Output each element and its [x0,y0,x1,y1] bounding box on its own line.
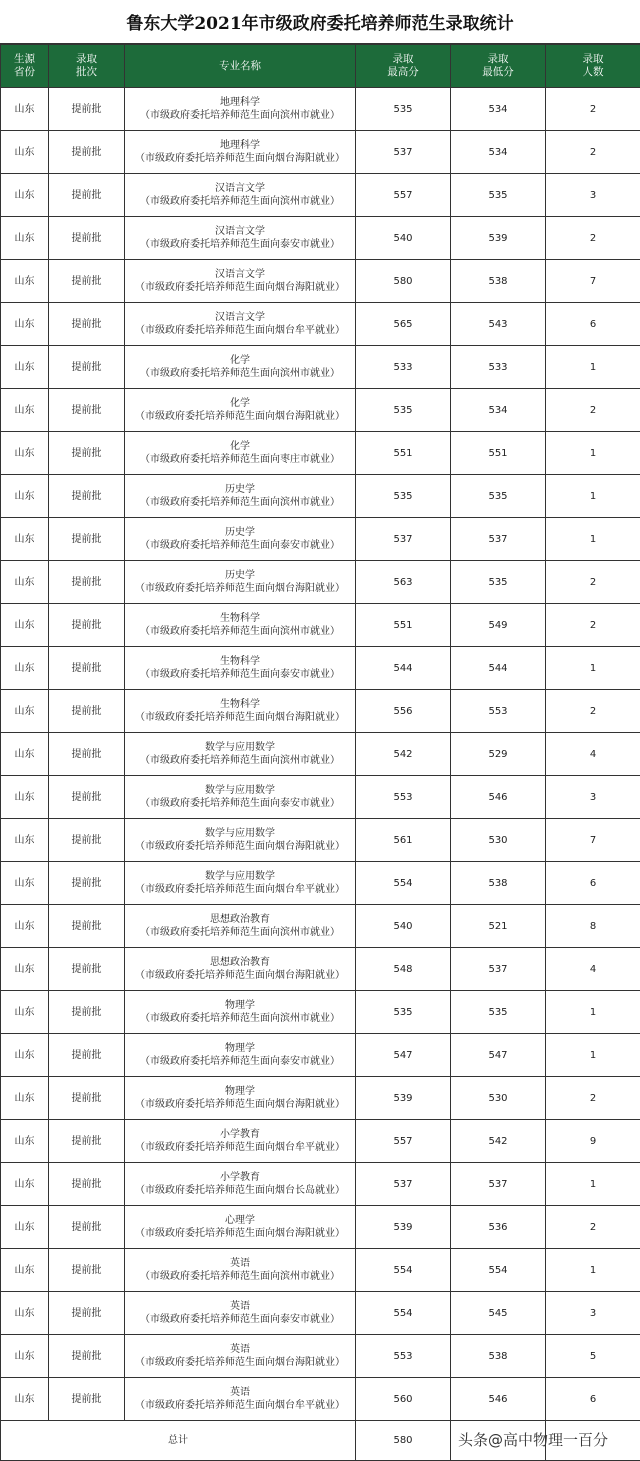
major-cell [125,260,356,303]
province-cell: 山东 [1,389,49,432]
major-note: （市级政府委托培养师范生面向枣庄市就业） [140,454,340,465]
batch-cell: 提前批 [49,1292,125,1335]
major-cell [125,862,356,905]
min-score-cell: 535 [451,174,546,217]
table-row [1,174,640,217]
max-score-cell: 535 [356,475,451,518]
major-note: （市级政府委托培养师范生面向烟台牟平就业） [135,1400,345,1411]
province-cell: 山东 [1,475,49,518]
major-name: 数学与应用数学 [205,742,275,753]
max-score-cell: 561 [356,819,451,862]
min-score-cell: 543 [451,303,546,346]
province-cell: 山东 [1,991,49,1034]
min-score-cell: 547 [451,1034,546,1077]
major-name: 小学教育 [220,1172,260,1183]
major-name: 地理科学 [220,140,260,151]
major-name: 思想政治教育 [210,914,270,925]
max-score-cell: 539 [356,1206,451,1249]
count-cell: 5 [546,1335,640,1378]
table-row [1,1249,640,1292]
major-cell [125,1034,356,1077]
count-cell: 2 [546,1077,640,1120]
batch-cell: 提前批 [49,1249,125,1292]
batch-cell: 提前批 [49,518,125,561]
max-score-cell: 542 [356,733,451,776]
max-score-cell: 556 [356,690,451,733]
major-name: 化学 [230,398,250,409]
table-row [1,690,640,733]
max-score-cell: 547 [356,1034,451,1077]
major-name: 生物科学 [220,656,260,667]
province-cell: 山东 [1,1378,49,1421]
province-cell: 山东 [1,604,49,647]
major-name: 数学与应用数学 [205,785,275,796]
table-row [1,647,640,690]
max-score-cell: 533 [356,346,451,389]
major-note: （市级政府委托培养师范生面向滨州市就业） [140,755,340,766]
min-score-cell: 534 [451,131,546,174]
major-name: 英语 [230,1344,250,1355]
min-score-cell: 538 [451,260,546,303]
min-score-cell: 535 [451,475,546,518]
major-cell [125,1378,356,1421]
min-score-cell: 537 [451,1163,546,1206]
province-cell: 山东 [1,303,49,346]
batch-cell: 提前批 [49,1163,125,1206]
major-cell [125,1163,356,1206]
max-score-cell: 540 [356,905,451,948]
table-row [1,991,640,1034]
province-cell: 山东 [1,88,49,131]
min-score-cell: 530 [451,1077,546,1120]
major-cell [125,346,356,389]
min-score-cell: 537 [451,948,546,991]
province-cell: 山东 [1,948,49,991]
major-name: 历史学 [225,570,255,581]
header-major: 专业名称 [125,45,356,88]
major-cell [125,1120,356,1163]
major-name: 汉语言文学 [215,269,265,280]
major-name: 物理学 [225,1086,255,1097]
table-row [1,217,640,260]
province-cell: 山东 [1,346,49,389]
batch-cell: 提前批 [49,733,125,776]
count-cell: 2 [546,389,640,432]
batch-cell: 提前批 [49,260,125,303]
min-score-cell: 546 [451,1378,546,1421]
count-cell: 3 [546,174,640,217]
max-score-cell: 537 [356,131,451,174]
count-cell: 6 [546,862,640,905]
major-note: （市级政府委托培养师范生面向烟台牟平就业） [135,325,345,336]
min-score-cell: 549 [451,604,546,647]
max-score-cell: 544 [356,647,451,690]
major-note: （市级政府委托培养师范生面向烟台海阳就业） [135,841,345,852]
page-title: 鲁东大学2021年市级政府委托培养师范生录取统计 [0,0,640,44]
min-score-cell: 521 [451,905,546,948]
max-score-cell: 557 [356,174,451,217]
batch-cell: 提前批 [49,690,125,733]
major-note: （市级政府委托培养师范生面向泰安市就业） [140,798,340,809]
count-cell: 1 [546,346,640,389]
batch-cell: 提前批 [49,217,125,260]
batch-cell: 提前批 [49,1034,125,1077]
major-name: 物理学 [225,1043,255,1054]
batch-cell: 提前批 [49,1120,125,1163]
max-score-cell: 535 [356,991,451,1034]
major-name: 历史学 [225,527,255,538]
count-cell: 1 [546,647,640,690]
min-score-cell: 530 [451,819,546,862]
batch-cell: 提前批 [49,303,125,346]
major-name: 心理学 [225,1215,255,1226]
batch-cell: 提前批 [49,432,125,475]
major-note: （市级政府委托培养师范生面向烟台海阳就业） [135,712,345,723]
table-row [1,1292,640,1335]
max-score-cell: 535 [356,88,451,131]
province-cell: 山东 [1,1249,49,1292]
count-cell: 2 [546,604,640,647]
province-cell: 山东 [1,776,49,819]
major-name: 化学 [230,355,250,366]
major-name: 生物科学 [220,613,260,624]
min-score-cell: 534 [451,389,546,432]
count-cell: 2 [546,1206,640,1249]
count-cell: 2 [546,690,640,733]
count-cell: 4 [546,948,640,991]
min-score-cell: 539 [451,217,546,260]
max-score-cell: 565 [356,303,451,346]
min-score-cell: 554 [451,1249,546,1292]
header-count: 录取 人数 [546,45,640,88]
table-row [1,346,640,389]
max-score-cell: 554 [356,862,451,905]
batch-cell: 提前批 [49,1077,125,1120]
count-cell: 1 [546,1249,640,1292]
max-score-cell: 535 [356,389,451,432]
min-score-cell: 534 [451,88,546,131]
province-cell: 山东 [1,733,49,776]
province-cell: 山东 [1,131,49,174]
max-score-cell: 551 [356,432,451,475]
batch-cell: 提前批 [49,1378,125,1421]
major-note: （市级政府委托培养师范生面向烟台海阳就业） [135,411,345,422]
min-score-cell: 553 [451,690,546,733]
count-cell: 3 [546,776,640,819]
table-row [1,776,640,819]
major-name: 汉语言文学 [215,183,265,194]
major-cell [125,432,356,475]
table-row [1,475,640,518]
major-cell [125,1077,356,1120]
major-cell [125,948,356,991]
batch-cell: 提前批 [49,1206,125,1249]
major-note: （市级政府委托培养师范生面向泰安市就业） [140,1314,340,1325]
major-name: 化学 [230,441,250,452]
min-score-cell: 551 [451,432,546,475]
max-score-cell: 551 [356,604,451,647]
batch-cell: 提前批 [49,905,125,948]
province-cell: 山东 [1,561,49,604]
min-score-cell: 529 [451,733,546,776]
batch-cell: 提前批 [49,131,125,174]
major-note: （市级政府委托培养师范生面向烟台长岛就业） [135,1185,345,1196]
count-cell: 9 [546,1120,640,1163]
major-note: （市级政府委托培养师范生面向泰安市就业） [140,239,340,250]
batch-cell: 提前批 [49,604,125,647]
min-score-cell: 542 [451,1120,546,1163]
table-row [1,260,640,303]
batch-cell: 提前批 [49,776,125,819]
count-cell: 1 [546,991,640,1034]
count-cell: 1 [546,518,640,561]
table-row [1,862,640,905]
min-score-cell: 546 [451,776,546,819]
major-name: 汉语言文学 [215,226,265,237]
table-row [1,1120,640,1163]
major-name: 数学与应用数学 [205,828,275,839]
max-score-cell: 554 [356,1249,451,1292]
province-cell: 山东 [1,905,49,948]
table-row [1,604,640,647]
min-score-cell: 533 [451,346,546,389]
total-max-score: 580 [356,1421,451,1461]
batch-cell: 提前批 [49,862,125,905]
major-cell [125,303,356,346]
major-cell [125,1206,356,1249]
max-score-cell: 540 [356,217,451,260]
major-cell [125,518,356,561]
major-note: （市级政府委托培养师范生面向滨州市就业） [140,368,340,379]
count-cell: 1 [546,1034,640,1077]
province-cell: 山东 [1,1077,49,1120]
major-cell [125,905,356,948]
major-cell [125,604,356,647]
major-note: （市级政府委托培养师范生面向泰安市就业） [140,1056,340,1067]
major-cell [125,561,356,604]
count-cell: 4 [546,733,640,776]
count-cell: 1 [546,1163,640,1206]
table-row [1,1034,640,1077]
province-cell: 山东 [1,432,49,475]
major-note: （市级政府委托培养师范生面向烟台牟平就业） [135,1142,345,1153]
batch-cell: 提前批 [49,174,125,217]
batch-cell: 提前批 [49,475,125,518]
count-cell: 2 [546,217,640,260]
max-score-cell: 560 [356,1378,451,1421]
count-cell: 1 [546,475,640,518]
major-name: 历史学 [225,484,255,495]
province-cell: 山东 [1,1163,49,1206]
batch-cell: 提前批 [49,647,125,690]
province-cell: 山东 [1,217,49,260]
major-note: （市级政府委托培养师范生面向烟台海阳就业） [135,1228,345,1239]
batch-cell: 提前批 [49,991,125,1034]
major-note: （市级政府委托培养师范生面向泰安市就业） [140,540,340,551]
major-note: （市级政府委托培养师范生面向滨州市就业） [140,497,340,508]
major-note: （市级政府委托培养师范生面向烟台海阳就业） [135,1357,345,1368]
header-min-score: 录取 最低分 [451,45,546,88]
table-row [1,88,640,131]
province-cell: 山东 [1,690,49,733]
province-cell: 山东 [1,1206,49,1249]
table-row [1,1163,640,1206]
min-score-cell: 545 [451,1292,546,1335]
major-cell [125,217,356,260]
max-score-cell: 580 [356,260,451,303]
province-cell: 山东 [1,1120,49,1163]
table-row [1,948,640,991]
major-name: 英语 [230,1258,250,1269]
table-row [1,303,640,346]
count-cell: 7 [546,819,640,862]
batch-cell: 提前批 [49,819,125,862]
major-note: （市级政府委托培养师范生面向滨州市就业） [140,1271,340,1282]
watermark: 头条@高中物理一百分 [458,1431,609,1449]
count-cell: 8 [546,905,640,948]
admission-table [0,44,640,1461]
table-row [1,518,640,561]
major-name: 物理学 [225,1000,255,1011]
major-cell [125,475,356,518]
table-row [1,819,640,862]
max-score-cell: 537 [356,1163,451,1206]
major-cell [125,88,356,131]
table-row [1,131,640,174]
major-note: （市级政府委托培养师范生面向烟台海阳就业） [135,970,345,981]
major-cell [125,174,356,217]
count-cell: 2 [546,131,640,174]
header-max-score: 录取 最高分 [356,45,451,88]
province-cell: 山东 [1,174,49,217]
major-note: （市级政府委托培养师范生面向滨州市就业） [140,196,340,207]
min-score-cell: 537 [451,518,546,561]
major-note: （市级政府委托培养师范生面向烟台海阳就业） [135,1099,345,1110]
major-cell [125,1335,356,1378]
major-cell [125,647,356,690]
batch-cell: 提前批 [49,346,125,389]
major-name: 思想政治教育 [210,957,270,968]
major-note: （市级政府委托培养师范生面向泰安市就业） [140,669,340,680]
province-cell: 山东 [1,1034,49,1077]
max-score-cell: 548 [356,948,451,991]
major-cell [125,776,356,819]
table-row [1,733,640,776]
batch-cell: 提前批 [49,948,125,991]
major-note: （市级政府委托培养师范生面向烟台海阳就业） [135,583,345,594]
table-row [1,389,640,432]
major-cell [125,131,356,174]
min-score-cell: 536 [451,1206,546,1249]
province-cell: 山东 [1,1292,49,1335]
table-row [1,1206,640,1249]
table-row [1,1335,640,1378]
total-label: 总计 [1,1421,356,1461]
major-name: 生物科学 [220,699,260,710]
major-name: 汉语言文学 [215,312,265,323]
batch-cell: 提前批 [49,561,125,604]
table-row [1,561,640,604]
major-name: 地理科学 [220,97,260,108]
max-score-cell: 553 [356,776,451,819]
min-score-cell: 538 [451,862,546,905]
major-name: 数学与应用数学 [205,871,275,882]
major-note: （市级政府委托培养师范生面向滨州市就业） [140,927,340,938]
table-row [1,905,640,948]
max-score-cell: 563 [356,561,451,604]
table-body [1,88,640,1461]
major-note: （市级政府委托培养师范生面向烟台牟平就业） [135,884,345,895]
count-cell: 3 [546,1292,640,1335]
major-name: 小学教育 [220,1129,260,1140]
table-row [1,432,640,475]
province-cell: 山东 [1,862,49,905]
major-note: （市级政府委托培养师范生面向烟台海阳就业） [135,282,345,293]
header-row [1,45,640,88]
major-note: （市级政府委托培养师范生面向滨州市就业） [140,626,340,637]
count-cell: 2 [546,561,640,604]
header-batch: 录取 批次 [49,45,125,88]
batch-cell: 提前批 [49,1335,125,1378]
major-name: 英语 [230,1301,250,1312]
count-cell: 2 [546,88,640,131]
count-cell: 7 [546,260,640,303]
province-cell: 山东 [1,260,49,303]
province-cell: 山东 [1,518,49,561]
major-note: （市级政府委托培养师范生面向烟台海阳就业） [135,153,345,164]
min-score-cell: 538 [451,1335,546,1378]
batch-cell: 提前批 [49,88,125,131]
major-cell [125,733,356,776]
major-cell [125,991,356,1034]
header-province: 生源 省份 [1,45,49,88]
major-note: （市级政府委托培养师范生面向滨州市就业） [140,110,340,121]
count-cell: 6 [546,303,640,346]
major-cell [125,819,356,862]
major-cell [125,690,356,733]
count-cell: 1 [546,432,640,475]
max-score-cell: 537 [356,518,451,561]
major-name: 英语 [230,1387,250,1398]
major-cell [125,1249,356,1292]
batch-cell: 提前批 [49,389,125,432]
major-cell [125,389,356,432]
table-row [1,1378,640,1421]
count-cell: 6 [546,1378,640,1421]
max-score-cell: 553 [356,1335,451,1378]
min-score-cell: 535 [451,561,546,604]
province-cell: 山东 [1,647,49,690]
major-note: （市级政府委托培养师范生面向滨州市就业） [140,1013,340,1024]
province-cell: 山东 [1,819,49,862]
major-cell [125,1292,356,1335]
max-score-cell: 554 [356,1292,451,1335]
province-cell: 山东 [1,1335,49,1378]
max-score-cell: 557 [356,1120,451,1163]
table-row [1,1077,640,1120]
max-score-cell: 539 [356,1077,451,1120]
min-score-cell: 535 [451,991,546,1034]
min-score-cell: 544 [451,647,546,690]
